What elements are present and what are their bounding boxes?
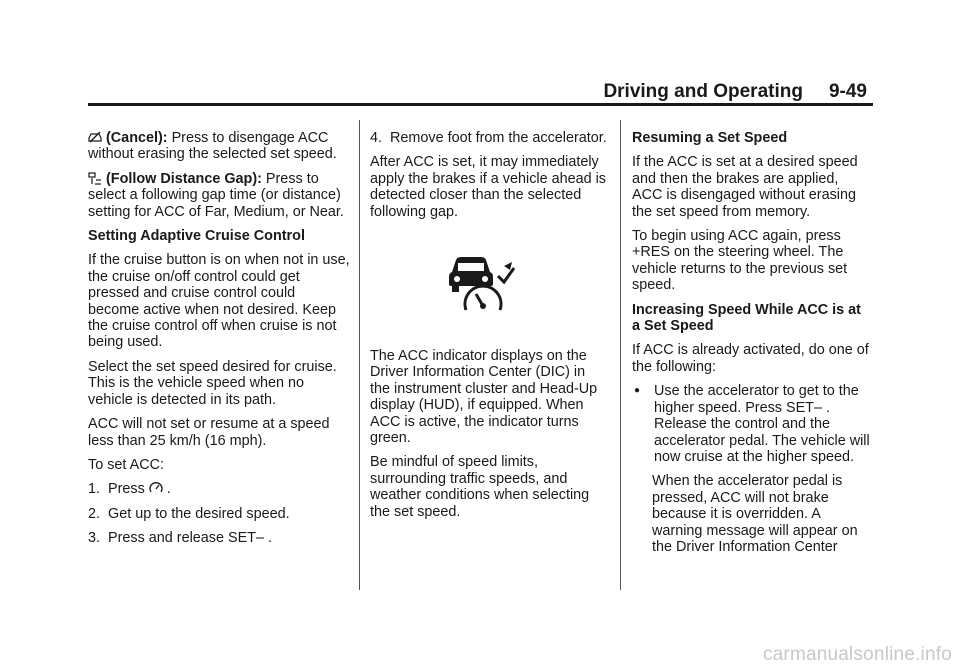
step-item <box>88 481 350 497</box>
step-number: 3. <box>88 530 101 547</box>
step-item <box>88 506 350 522</box>
step-item <box>88 530 350 546</box>
cancel-paragraph <box>88 130 350 163</box>
step-text-post: . <box>166 481 171 498</box>
paragraph: When the accelerator pedal is pressed, ACC will not brake because it is overridden. A warning message will appear on the Driver Information Center <box>652 473 858 555</box>
paragraph: To begin using ACC again, press +RES on the steering wheel. The vehicle returns to the previous set speed. <box>632 228 848 294</box>
gap-text: Press to select a following gap time (or distance) setting for ACC of Far, Medium, or Near. <box>88 170 344 220</box>
column-2 <box>370 130 608 528</box>
page-number: 9-49 <box>828 81 867 102</box>
step-text <box>108 481 350 497</box>
step-number: 4. <box>370 130 383 146</box>
step-text: Get up to the desired speed. <box>108 505 290 522</box>
step-item <box>370 130 608 146</box>
cruise-on-off-icon <box>149 481 163 495</box>
cancel-text: Press to disengage ACC without erasing the selected set speed. <box>88 130 337 163</box>
page-header <box>603 81 867 103</box>
paragraph: ACC will not set or resume at a speed less than 25 km/h (16 mph). <box>88 416 330 449</box>
paragraph: If the ACC is set at a desired speed and then the brakes are applied, ACC is disengaged without erasing the set speed from memory. <box>632 154 858 220</box>
step-text: Press and release SET– . <box>108 530 272 547</box>
column-divider <box>620 120 621 590</box>
section-heading: Increasing Speed While ACC is at a Set Speed <box>632 301 861 335</box>
paragraph: Be mindful of speed limits, surrounding traffic speeds, and weather conditions when selecting the set speed. <box>370 454 590 520</box>
section-title: Driving and Operating <box>603 81 803 102</box>
bullet-icon: ● <box>634 385 641 397</box>
acc-indicator-icon <box>448 254 518 314</box>
cancel-cruise-icon <box>88 130 102 144</box>
cancel-label: (Cancel): <box>106 130 168 146</box>
gap-paragraph <box>88 171 350 220</box>
step-text-pre: Press <box>108 481 149 498</box>
follow-distance-gap-icon <box>88 171 102 185</box>
list-item <box>632 383 870 465</box>
paragraph: If the cruise button is on when not in use, the cruise on/off control could get pressed and cruise control could become active when not desired. Keep the cruise control off when cruise is not being used. <box>88 252 350 351</box>
watermark: carmanualsonline.info <box>762 644 952 665</box>
paragraph: The ACC indicator displays on the Driver Information Center (DIC) in the instrument cluster and Head-Up display (HUD), if equipped. When ACC is active, the indicator turns green. <box>370 348 598 447</box>
header-rule <box>88 103 873 106</box>
section-heading: Setting Adaptive Cruise Control <box>88 228 305 245</box>
paragraph: Select the set speed desired for cruise. This is the vehicle speed when no vehicle is detected in its path. <box>88 358 337 408</box>
column-1 <box>88 130 350 555</box>
section-heading: Resuming a Set Speed <box>632 130 788 146</box>
column-3 <box>632 130 870 563</box>
column-divider <box>359 120 360 590</box>
gap-label: (Follow Distance Gap): <box>106 170 262 187</box>
step-text: Remove foot from the accelerator. <box>390 130 607 146</box>
paragraph: To set ACC: <box>88 456 164 473</box>
paragraph: If ACC is already activated, do one of the following: <box>632 342 869 375</box>
step-number: 2. <box>88 505 101 522</box>
step-number: 1. <box>88 481 101 498</box>
paragraph: After ACC is set, it may immediately apply the brakes if a vehicle ahead is detected closer than the selected following gap. <box>370 154 606 220</box>
list-item-text: Use the accelerator to get to the higher speed. Press SET– . Release the control and the accelerator pedal. The vehicle will now cruise at the higher speed. <box>654 383 870 465</box>
